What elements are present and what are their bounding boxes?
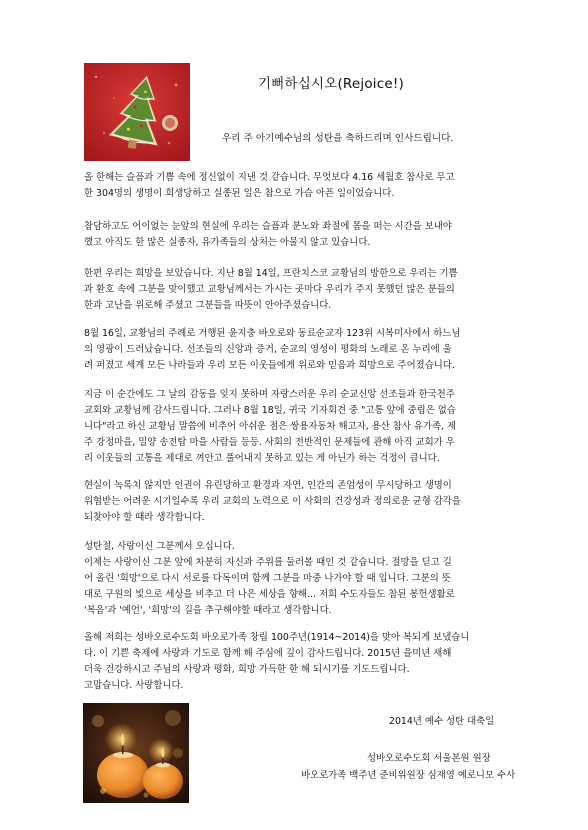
letter-title: 기뻐하십시오(Rejoice!) [258,76,404,92]
paragraph-line: 한과 고난을 위로해 주셨고 그분들을 따뜻이 안아주셨습니다. [84,299,332,311]
paragraph-line: 이제는 사랑이신 그분 앞에 차분히 자신과 주위를 둘러볼 때인 것 같습니다. 절망을 딛고 길 [84,556,452,568]
paragraph-4 [84,326,504,374]
orange-candles-image [83,703,189,803]
paragraph-line: 대로 구원의 빛으로 세상을 비추고 더 나은 세상을 향해... 저희 수도자들도 참된 봉헌생활로 [84,588,455,600]
christmas-tree-image [84,63,190,161]
paragraph-6 [84,478,504,526]
paragraph-line: 과 환호 속에 그분을 맞이했고 교황님께서는 가시는 곳마다 우리가 주지 못했던 많은 분들의 [84,283,455,295]
paragraph-line: 했고 아직도 한 많은 실종자, 유가족들의 상처는 아물지 않고 있습니다. [84,236,371,248]
paragraph-7 [84,539,504,619]
paragraph-line: 어 올린 '희망'으로 다시 서로를 다독이며 함께 그분을 마중 나가야 할 때 입니다. 그분의 뜻 [84,572,451,584]
paragraph-line: 더욱 건강하시고 주님의 사랑과 평화, 희망 가득한 한 해 되시기를 기도드립니다. [84,663,410,675]
signature-name: 바오로가족 백주년 준비위원장 심재영 예로니모 수사 [301,770,516,781]
signature-organization: 성바오로수도회 서울본원 원장 [367,753,491,764]
paragraph-line: 현실이 녹록치 않지만 인권이 유린당하고 환경과 자연, 인간의 존엄성이 무시당하고 생명이 [84,480,452,491]
paragraph-line: 한편 우리는 희망을 보았습니다. 지난 8월 14일, 프란치스코 교황님의 방한으로 우리는 기쁨 [84,268,458,279]
paragraph-1 [84,170,504,202]
paragraph-line: 8월 16일, 교황님의 주례로 거행된 윤지충 바오로와 동료순교자 123위 시복미사에서 하느님 [84,328,461,339]
paragraph-line: 참담하고도 어이없는 눈앞의 현실에 우리는 슬픔과 분노와 좌절에 몸을 떠는 시간을 보내야 [84,221,452,232]
paragraph-line: 니다"라고 하신 교황님 말씀에 비추어 아쉬운 점은 쌍용자동차 해고자, 용산 참사 유가족, 제 [84,420,457,432]
paragraph-line: 한 304명의 생명이 희생당하고 실종된 일은 참으로 가슴 아픈 일이었습니다. [84,187,395,199]
paragraph-line: 려 퍼졌고 세계 모든 나라들과 우리 모든 이웃들에게 위로와 믿음과 희망으로 주어졌습니다. [84,359,455,371]
paragraph-line: 리 이웃들의 고통을 제대로 껴안고 풀어내지 못하고 있는 게 아닌가 하는 걱정이 큽니다. [84,452,440,464]
paragraph-line: 교회와 교황님께 감사드립니다. 그러나 8월 18일, 귀국 기자회견 중 "고통 앞에 중립은 없습 [84,404,456,416]
paragraph-line: 위협받는 어려운 시기일수록 우리 교회의 노력으로 이 사회의 건강성과 정의로운 균형 감각을 [84,495,461,507]
paragraph-line: 의 영광이 드러났습니다. 선조들의 신앙과 증거, 순교의 영성이 평화의 노래로 온 누리에 울 [84,343,452,355]
paragraph-line: 다. 이 기쁜 축제에 사랑과 기도로 함께 해 주심에 깊이 감사드립니다. 2015년 을미년 새해 [84,647,452,659]
paragraph-line: 주 강정마을, 밀양 송전탑 마을 사람들 등등. 사회의 전반적인 문제들에 관해 아직 교회가 우 [84,436,455,448]
paragraph-line: 되찾아야 할 때라 생각합니다. [84,511,205,523]
letter-greeting: 우리 주 아기예수님의 성탄을 축하드리며 인사드립니다. [222,133,454,144]
paragraph-2 [84,219,504,251]
paragraph-line: 올 한해는 슬픔과 기쁨 속에 정신없이 지낸 것 같습니다. 무엇보다 4.16 세월호 참사로 무고 [84,172,455,183]
paragraph-line: 고맙습니다. 사랑합니다. [84,679,184,691]
paragraph-3 [84,266,504,314]
signature-date: 2014년 예수 성탄 대축일 [389,716,495,727]
paragraph-line: 성탄절, 사랑이신 그분께서 오십니다. [84,541,235,552]
paragraph-line: '복음'과 '예언', '희망'의 길을 추구해야할 때라고 생각합니다. [84,604,332,616]
paragraph-line: 올해 저희는 성바오로수도회 바오로가족 창립 100주년(1914~2014)을 맞아 복되게 보냈습니 [84,632,470,643]
paragraph-line: 지금 이 순간에도 그 날의 감동을 잊지 못하며 자랑스러운 우리 순교신앙 선조들과 한국천주 [84,389,455,400]
paragraph-5 [84,387,504,467]
paragraph-8 [84,630,504,694]
